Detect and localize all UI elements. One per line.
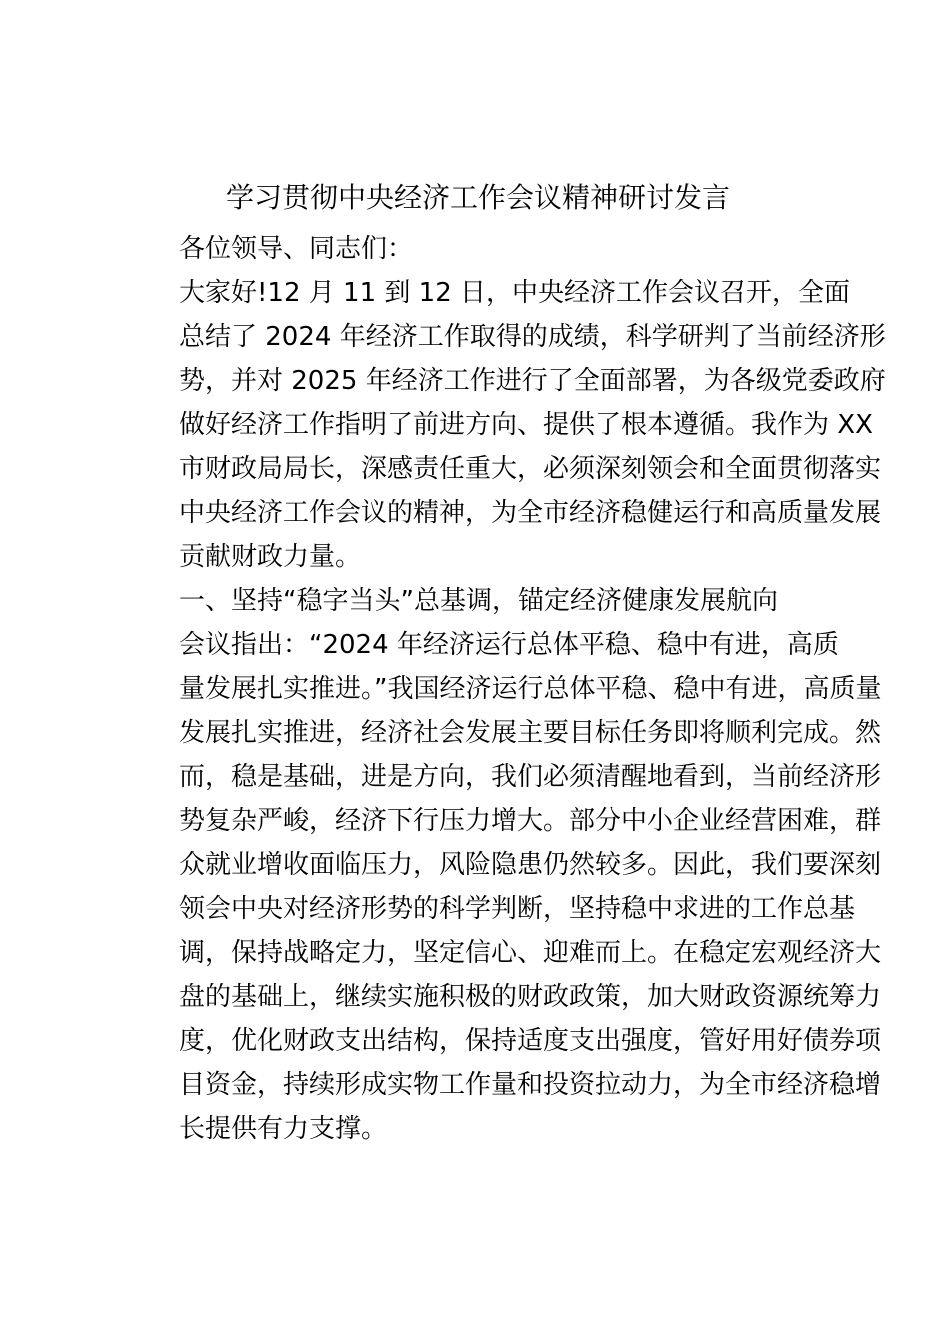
text-line: 总结了 2024 年经济工作取得的成绩，科学研判了当前经济形 bbox=[179, 322, 886, 352]
text-line: 目资金，持续形成实物工作量和投资拉动力，为全市经济稳增 bbox=[179, 1070, 882, 1100]
text-line: 一、坚持“稳字当头”总基调，锚定经济健康发展航向 bbox=[179, 586, 778, 616]
text-line: 而，稳是基础，进是方向，我们必须清醒地看到，当前经济形 bbox=[179, 762, 882, 792]
text-line: 贡献财政力量。 bbox=[179, 542, 362, 572]
opening-paragraph bbox=[127, 271, 886, 579]
text-line: 各位领导、同志们： bbox=[179, 234, 414, 264]
text-line: 发展扎实推进，经济社会发展主要目标任务即将顺利完成。然 bbox=[179, 718, 882, 748]
text-line: 调，保持战略定力，坚定信心、迎难而上。在稳定宏观经济大 bbox=[179, 938, 882, 968]
text-line: 势复杂严峻，经济下行压力增大。部分中小企业经营困难，群 bbox=[179, 806, 882, 836]
text-line: 做好经济工作指明了前进方向、提供了根本遵循。我作为 XX bbox=[179, 410, 873, 440]
text-line: 众就业增收面临压力，风险隐患仍然较多。因此，我们要深刻 bbox=[179, 850, 882, 880]
text-line: 量发展扎实推进。”我国经济运行总体平稳、稳中有进，高质量 bbox=[179, 674, 882, 704]
text-line: 势，并对 2025 年经济工作进行了全面部署，为各级党委政府 bbox=[179, 366, 886, 396]
salutation-paragraph bbox=[127, 227, 835, 271]
text-line: 领会中央对经济形势的科学判断，坚持稳中求进的工作总基 bbox=[179, 894, 856, 924]
text-line: 长提供有力支撑。 bbox=[179, 1114, 388, 1144]
text-line: 大家好!12 月 11 到 12 日，中央经济工作会议召开，全面 bbox=[179, 278, 850, 308]
text-line: 中央经济工作会议的精神，为全市经济稳健运行和高质量发展 bbox=[179, 498, 882, 528]
section-paragraph bbox=[127, 623, 882, 1151]
text-line: 市财政局局长，深感责任重大，必须深刻领会和全面贯彻落实 bbox=[179, 454, 882, 484]
document-title: 学习贯彻中央经济工作会议精神研讨发言 bbox=[225, 181, 730, 214]
text-line: 度，优化财政支出结构，保持适度支出强度，管好用好债券项 bbox=[179, 1026, 882, 1056]
document-body bbox=[127, 227, 886, 1151]
section-heading bbox=[127, 579, 835, 623]
text-line: 会议指出：“2024 年经济运行总体平稳、稳中有进，高质 bbox=[179, 630, 839, 660]
text-line: 盘的基础上，继续实施积极的财政政策，加大财政资源统筹力 bbox=[179, 982, 882, 1012]
